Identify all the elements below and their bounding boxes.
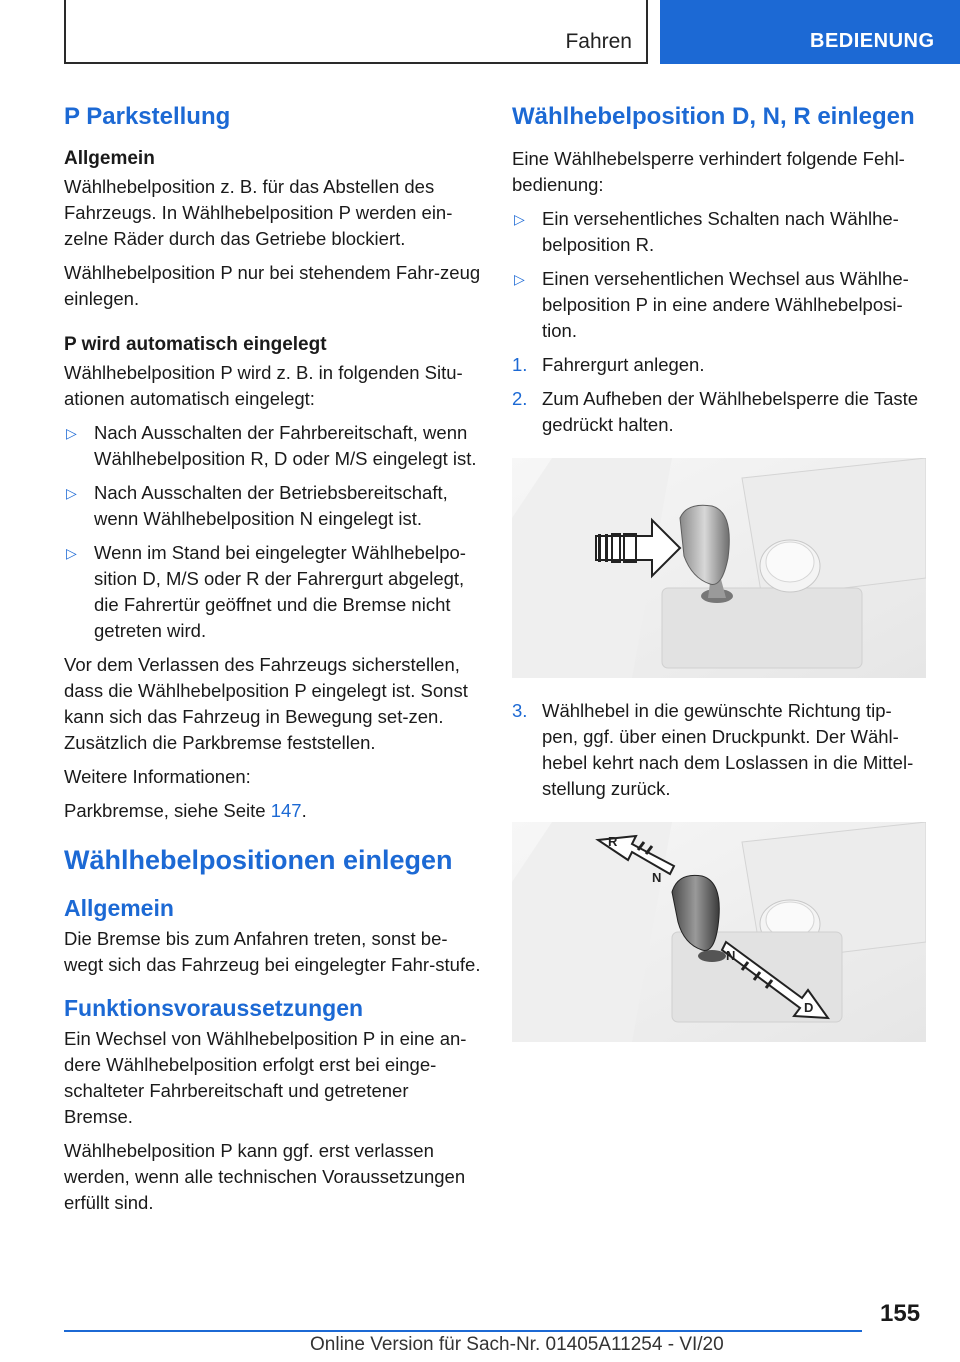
step-item: 3. Wählhebel in die gewünschte Richtung tip-pen, ggf. über einen Druckpunkt. Der Wähl-hebel kehrt nach dem Loslassen in die Mittel-stellung zurück. — [512, 700, 914, 799]
footer-version-text: Online Version für Sach-Nr. 01405A11254 - VI/20 — [310, 1334, 724, 1355]
triangle-bullet-icon: ▷ — [514, 211, 525, 227]
more-info-label: Weitere Informationen: — [64, 766, 251, 787]
allgemein-paragraph-1: Wählhebelposition z. B. für das Abstellen des Fahrzeugs. In Wählhebelposition P werden ein-zelne Räder durch das Getriebe blockiert. — [64, 176, 453, 249]
list-item: ▷ Ein versehentliches Schalten nach Wählhe-belposition R. — [514, 208, 899, 255]
list-item: ▷ Nach Ausschalten der Fahrbereitschaft, wenn Wählhebelposition R, D oder M/S eingelegt ist. — [66, 422, 477, 469]
dnr-bullet-list — [512, 206, 926, 344]
step-item: 2. Zum Aufheben der Wählhebelsperre die Taste gedrückt halten. — [512, 388, 919, 435]
functional-requirements-heading: Funktionsvoraussetzungen — [64, 995, 364, 1021]
dnr-steps-list-continued — [512, 698, 926, 802]
allgemein-2-paragraph: Die Bremse bis zum Anfahren treten, sonst be-wegt sich das Fahrzeug bei eingelegter Fahr-stufe. — [64, 928, 481, 975]
allgemein-label: Allgemein — [64, 148, 155, 169]
allgemein-paragraph-2: Wählhebelposition P nur bei stehendem Fahr-zeug einlegen. — [64, 262, 481, 309]
footer-divider — [64, 1330, 862, 1332]
p-parkstellung-heading: P Parkstellung — [64, 103, 231, 130]
page-header — [0, 0, 960, 66]
dnr-intro: Eine Wählhebelsperre verhindert folgende Fehl-bedienung: — [512, 148, 905, 195]
arrow-label-n-lower: N — [726, 948, 736, 963]
list-item: ▷ Einen versehentlichen Wechsel aus Wählhe-belposition P in eine andere Wählhebelposi-tion. — [514, 268, 909, 341]
arrow-label-n-upper: N — [652, 870, 662, 885]
main-section-heading: Wählhebelpositionen einlegen — [64, 845, 453, 875]
gear-lever-direction-svg — [512, 822, 926, 1042]
auto-label: P wird automatisch eingelegt — [64, 334, 327, 355]
step-number: 2. — [512, 388, 528, 409]
reference-line: Parkbremse, siehe Seite 147. — [64, 800, 307, 821]
step-item: 1. Fahrergurt anlegen. — [512, 352, 926, 378]
page-number: 155 — [880, 1300, 921, 1327]
triangle-bullet-icon: ▷ — [514, 271, 525, 287]
chapter-tab: BEDIENUNG — [660, 0, 960, 64]
list-item: ▷ Nach Ausschalten der Betriebsbereitschaft, wenn Wählhebelposition N eingelegt ist. — [66, 482, 448, 529]
dnr-steps-list — [512, 352, 926, 438]
triangle-bullet-icon: ▷ — [66, 425, 77, 441]
arrow-label-r: R — [608, 834, 618, 849]
triangle-bullet-icon: ▷ — [66, 545, 77, 561]
right-column — [512, 100, 926, 1062]
auto-intro: Wählhebelposition P wird z. B. in folgenden Situ-ationen automatisch eingelegt: — [64, 362, 463, 409]
list-item: ▷ Wenn im Stand bei eingelegter Wählhebelpo-sition D, M/S oder R der Fahrergurt abgelegt, die Fahrertür geöffnet und die Bremse nicht getreten wird. — [66, 542, 466, 641]
gear-lever-direction-illustration — [512, 822, 926, 1042]
left-column — [64, 100, 482, 1224]
functional-paragraph-1: Ein Wechsel von Wählhebelposition P in eine an-dere Wählhebelposition erfolgt erst bei einge-schalteter Fahrbereitschaft und getretener Bremse. — [64, 1028, 467, 1127]
step-number: 3. — [512, 700, 528, 721]
arrow-label-d: D — [804, 1000, 814, 1015]
section-box — [64, 0, 648, 64]
auto-list — [64, 420, 482, 644]
gear-lever-button-illustration — [512, 458, 926, 678]
gear-lever-button-svg — [512, 458, 926, 678]
allgemein-subheading: Allgemein — [64, 895, 174, 921]
triangle-bullet-icon: ▷ — [66, 485, 77, 501]
functional-paragraph-2: Wählhebelposition P kann ggf. erst verlassen werden, wenn alle technischen Voraussetzungen erfüllt sind. — [64, 1140, 466, 1213]
step-number: 1. — [512, 354, 528, 375]
dnr-heading: Wählhebelposition D, N, R einlegen — [512, 103, 915, 130]
page-reference-link[interactable]: 147 — [270, 800, 302, 821]
warning-paragraph: Vor dem Verlassen des Fahrzeugs sicherstellen, dass die Wählhebelposition P eingelegt ist. Sonst kann sich das Fahrzeug in Bewegung set-zen. Zusätzlich die Parkbremse feststellen. — [64, 654, 468, 753]
section-title: Fahren — [565, 30, 632, 53]
